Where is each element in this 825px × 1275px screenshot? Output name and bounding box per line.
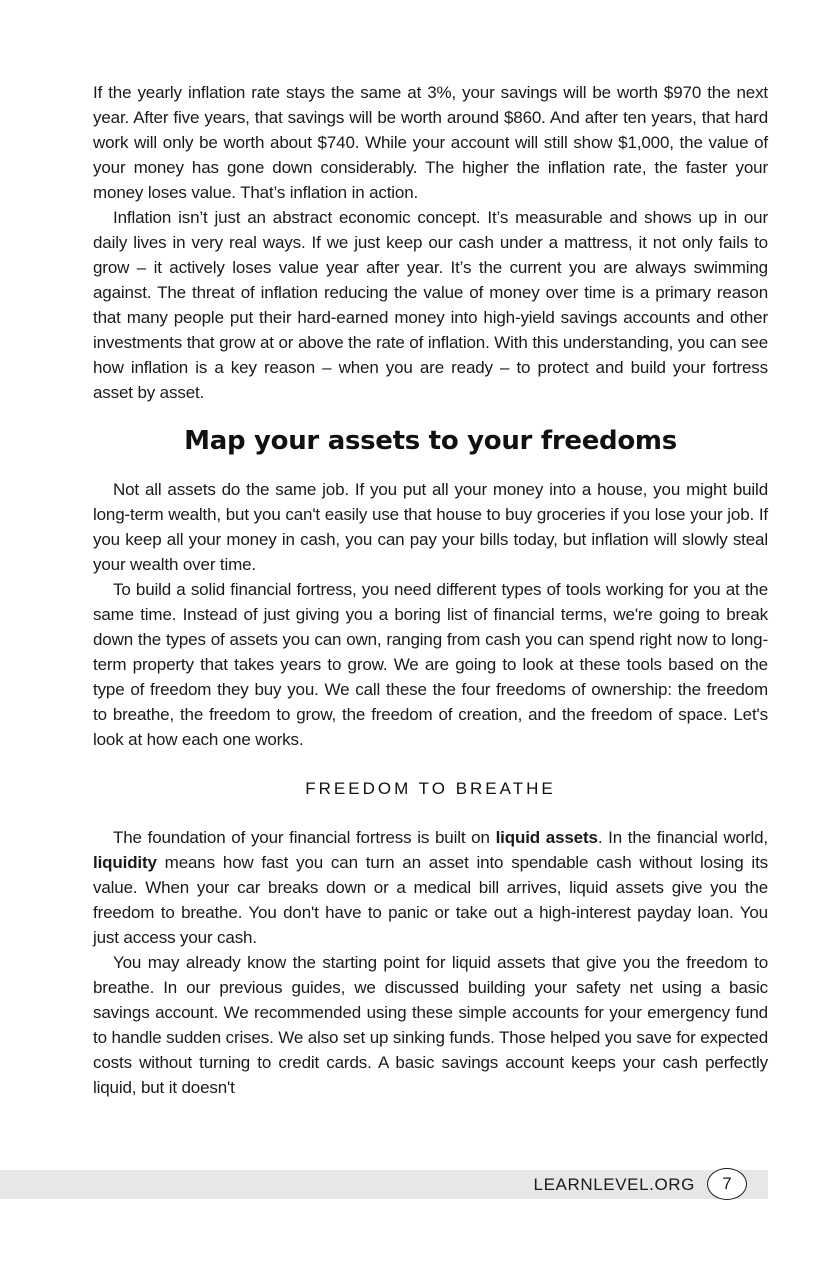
paragraph-text: means how fast you can turn an asset into spendable cash without losing its value. When your car breaks down or a medical bill arrives, liquid assets give you the freedom to breathe. You don't have to panic or take out a high-interest payday loan. You just access your cash.	[93, 853, 768, 947]
subsection-paragraphs	[93, 825, 768, 1100]
paragraph-text: To build a solid financial fortress, you need different types of tools working for you at the same time. Instead of just giving you a boring list of financial terms, we're going to break down the types of assets you can own, ranging from cash you can spend right now to long-term property that takes years to grow. We are going to look at these tools based on the type of freedom they buy you. We call these the four freedoms of ownership: the freedom to breathe, the freedom to grow, the freedom of creation, and the freedom of space. Let's look at how each one works.	[93, 580, 768, 749]
body-paragraph	[93, 577, 768, 752]
freedom-to-breathe-heading: FREEDOM TO BREATHE	[305, 779, 556, 798]
page-content	[93, 80, 768, 1100]
page-number: 7	[707, 1168, 747, 1200]
body-paragraph	[93, 825, 768, 950]
paragraph-text: If the yearly inflation rate stays the same at 3%, your savings will be worth $970 the next year. After five years, that savings will be worth around $860. And after ten years, that hard work will only be worth about $740. While your account will still show $1,000, the value of your money has gone down considerably. The higher the inflation rate, the faster your money loses value. That’s inflation in action.	[93, 83, 768, 202]
footer-website: LEARNLEVEL.ORG	[533, 1175, 695, 1194]
body-paragraph	[93, 80, 768, 205]
body-paragraph	[93, 950, 768, 1100]
section-heading: Map your assets to your freedoms	[184, 426, 677, 456]
paragraph-text: Not all assets do the same job. If you put all your money into a house, you might build long-term wealth, but you can't easily use that house to buy groceries if you lose your job. If you keep all your money in cash, you can pay your bills today, but inflation will slowly steal your wealth over time.	[93, 480, 768, 574]
bold-term: liquidity	[93, 853, 157, 872]
paragraph-text: The foundation of your financial fortress is built on	[113, 828, 496, 847]
intro-paragraphs	[93, 80, 768, 405]
bold-term: liquid assets	[495, 828, 598, 847]
body-paragraph	[93, 205, 768, 405]
paragraph-text: You may already know the starting point for liquid assets that give you the freedom to breathe. In our previous guides, we discussed building your safety net using a basic savings account. We recommended using these simple accounts for your emergency fund to handle sudden crises. We also set up sinking funds. Those helped you save for expected costs without turning to credit cards. A basic savings account keeps your cash perfectly liquid, but it doesn't	[93, 953, 768, 1097]
body-paragraph	[93, 477, 768, 577]
paragraph-text: . In the financial world,	[597, 828, 769, 847]
paragraph-text: Inflation isn’t just an abstract economic concept. It’s measurable and shows up in our daily lives in very real ways. If we just keep our cash under a mattress, it not only fails to grow – it actively loses value year after year. It’s the current you are always swimming against. The threat of inflation reducing the value of money over time is a primary reason that many people put their hard-earned money into high-yield savings accounts and other investments that grow at or above the rate of inflation. With this understanding, you can see how inflation is a key reason – when you are ready – to protect and build your fortress asset by asset.	[93, 208, 768, 402]
section-paragraphs	[93, 477, 768, 752]
